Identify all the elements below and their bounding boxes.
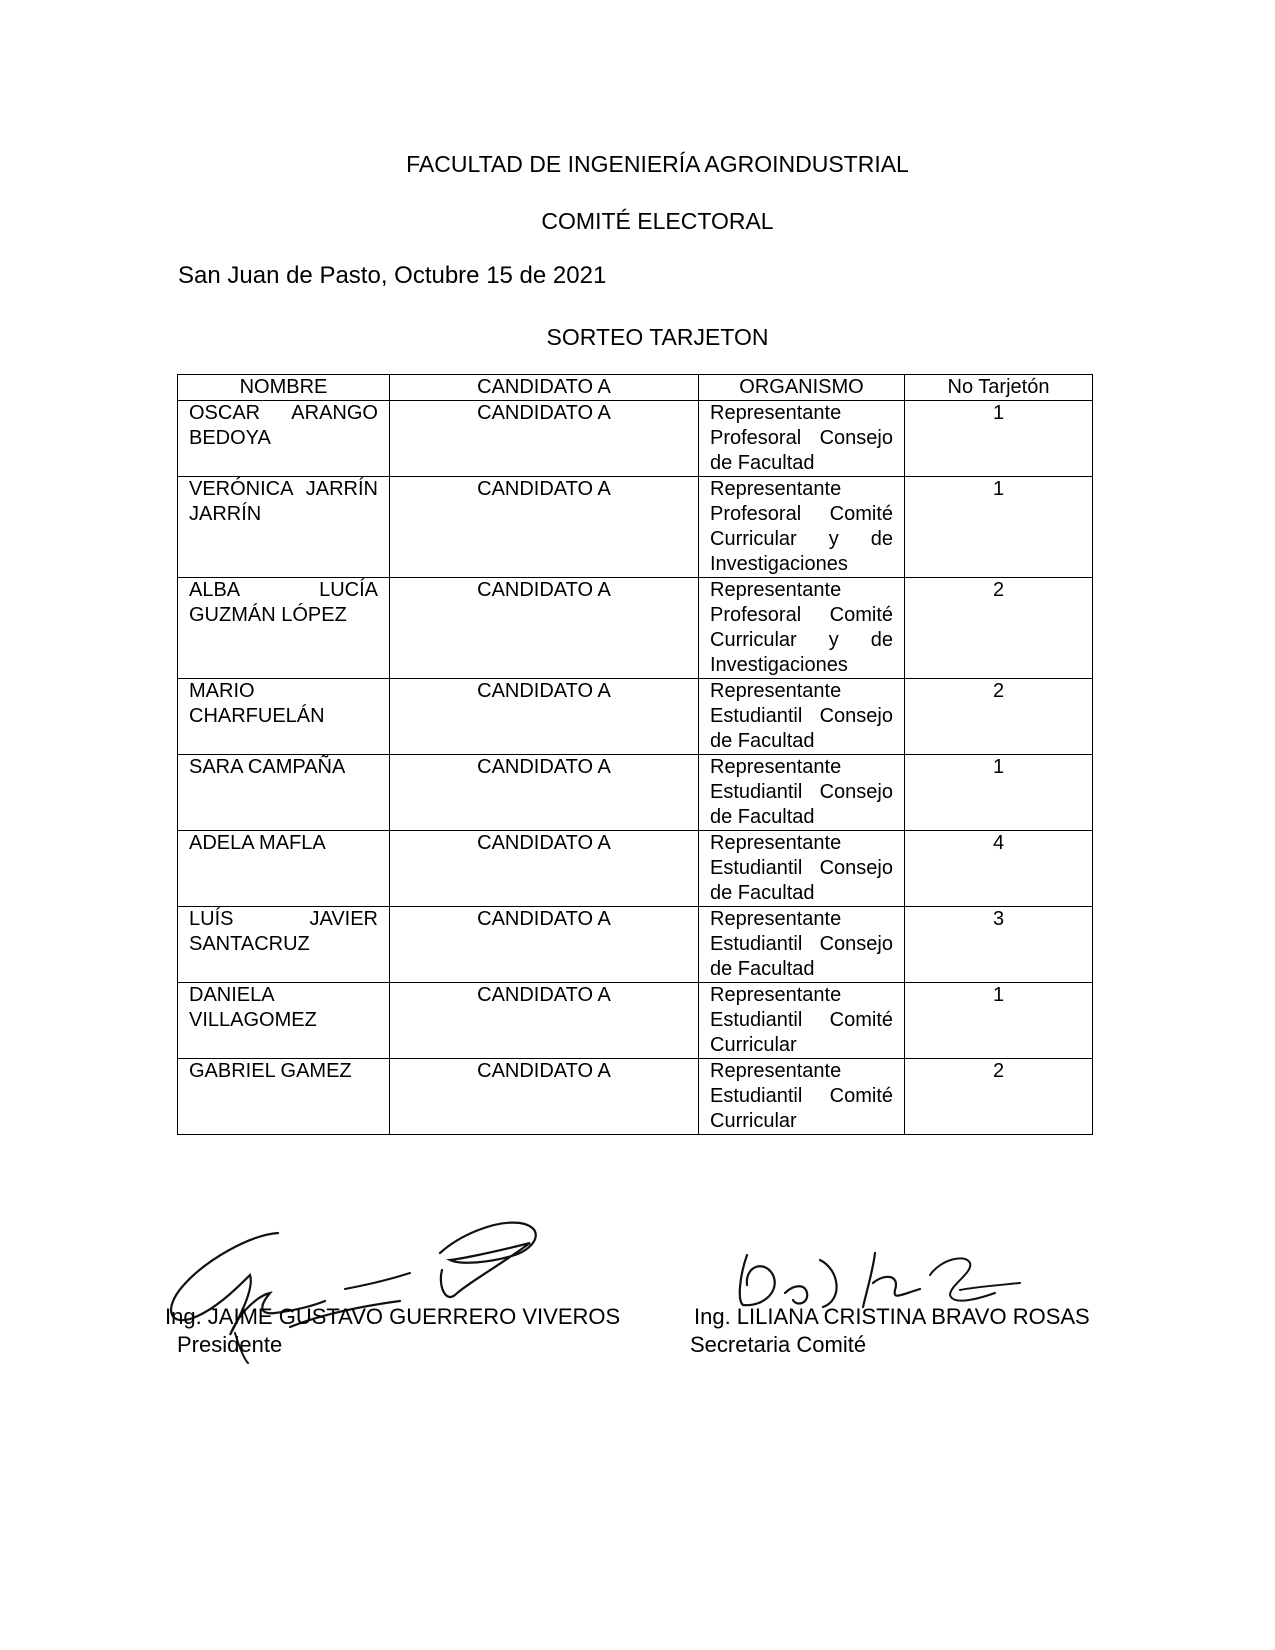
cell-name (178, 679, 390, 755)
cell-candidate: CANDIDATO A (390, 907, 699, 983)
signature-right (690, 1303, 1090, 1359)
table-header-row (178, 375, 1093, 401)
cell-organism: Representante Estudiantil Consejo de Facultad (699, 679, 905, 755)
signer-right-name: Ing. LILIANA CRISTINA BRAVO ROSAS (694, 1304, 1090, 1329)
cell-name-line: GABRIEL GAMEZ (189, 1060, 352, 1082)
cell-name-line: VILLAGOMEZ (189, 1009, 317, 1031)
cell-ballot-number: 4 (905, 831, 1093, 907)
cell-candidate: CANDIDATO A (390, 1059, 699, 1135)
cell-organism: Representante Estudiantil Consejo de Facultad (699, 907, 905, 983)
table-row (178, 1059, 1093, 1135)
cell-name-line: CHARFUELÁN (189, 705, 325, 727)
cell-name-line: LUÍS JAVIER (189, 908, 378, 930)
committee-title: COMITÉ ELECTORAL (541, 208, 774, 234)
place-date: San Juan de Pasto, Octubre 15 de 2021 (178, 262, 607, 289)
header-name: NOMBRE (178, 375, 390, 401)
cell-organism: Representante Estudiantil Comité Curricular (699, 983, 905, 1059)
table-row (178, 401, 1093, 477)
signer-left-name: Ing. JAIME GUSTAVO GUERRERO VIVEROS (165, 1304, 621, 1329)
table-body (178, 401, 1093, 1135)
header-organism: ORGANISMO (699, 375, 905, 401)
cell-name-line: ALBA LUCÍA (189, 579, 378, 601)
table-row (178, 983, 1093, 1059)
cell-ballot-number: 2 (905, 578, 1093, 679)
cell-name (178, 477, 390, 578)
signer-left-role: Presidente (177, 1332, 283, 1357)
cell-name-line: DANIELA (189, 984, 275, 1006)
cell-name (178, 401, 390, 477)
header-candidate: CANDIDATO A (390, 375, 699, 401)
cell-candidate: CANDIDATO A (390, 755, 699, 831)
cell-name-line: JARRÍN (189, 503, 262, 525)
cell-name (178, 907, 390, 983)
cell-organism: Representante Profesoral Consejo de Facultad (699, 401, 905, 477)
cell-name-line: OSCAR ARANGO (189, 402, 378, 424)
table-row (178, 755, 1093, 831)
cell-name (178, 1059, 390, 1135)
cell-name-line: ADELA MAFLA (189, 832, 326, 854)
cell-name (178, 755, 390, 831)
header-ballot-number: No Tarjetón (905, 375, 1093, 401)
cell-name-line: MARIO (189, 680, 255, 702)
table-title: SORTEO TARJETON (546, 324, 769, 350)
cell-candidate: CANDIDATO A (390, 831, 699, 907)
cell-ballot-number: 1 (905, 477, 1093, 578)
cell-name-line: GUZMÁN LÓPEZ (189, 604, 347, 626)
cell-ballot-number: 2 (905, 679, 1093, 755)
ballot-draw-table (177, 374, 1093, 1135)
cell-name (178, 983, 390, 1059)
cell-ballot-number: 1 (905, 983, 1093, 1059)
cell-ballot-number: 3 (905, 907, 1093, 983)
cell-organism: Representante Estudiantil Consejo de Facultad (699, 755, 905, 831)
cell-name-line: SANTACRUZ (189, 933, 310, 955)
cell-name-line: SARA CAMPAÑA (189, 756, 346, 778)
cell-organism: Representante Profesoral Comité Curricular y de Investigaciones (699, 477, 905, 578)
cell-candidate: CANDIDATO A (390, 983, 699, 1059)
signer-right-role: Secretaria Comité (690, 1332, 867, 1357)
cell-candidate: CANDIDATO A (390, 679, 699, 755)
faculty-title: FACULTAD DE INGENIERÍA AGROINDUSTRIAL (406, 151, 909, 177)
cell-organism: Representante Profesoral Comité Curricular y de Investigaciones (699, 578, 905, 679)
cell-name-line: VERÓNICA JARRÍN (189, 478, 378, 500)
cell-organism: Representante Estudiantil Consejo de Facultad (699, 831, 905, 907)
table-row (178, 831, 1093, 907)
table-row (178, 578, 1093, 679)
cell-name-line: BEDOYA (189, 427, 271, 449)
table-row (178, 907, 1093, 983)
table-row (178, 679, 1093, 755)
cell-candidate: CANDIDATO A (390, 401, 699, 477)
cell-candidate: CANDIDATO A (390, 578, 699, 679)
cell-organism: Representante Estudiantil Comité Curricular (699, 1059, 905, 1135)
cell-ballot-number: 1 (905, 401, 1093, 477)
cell-name (178, 578, 390, 679)
table-row (178, 477, 1093, 578)
cell-candidate: CANDIDATO A (390, 477, 699, 578)
cell-ballot-number: 1 (905, 755, 1093, 831)
signature-left (165, 1303, 620, 1359)
cell-name (178, 831, 390, 907)
cell-ballot-number: 2 (905, 1059, 1093, 1135)
